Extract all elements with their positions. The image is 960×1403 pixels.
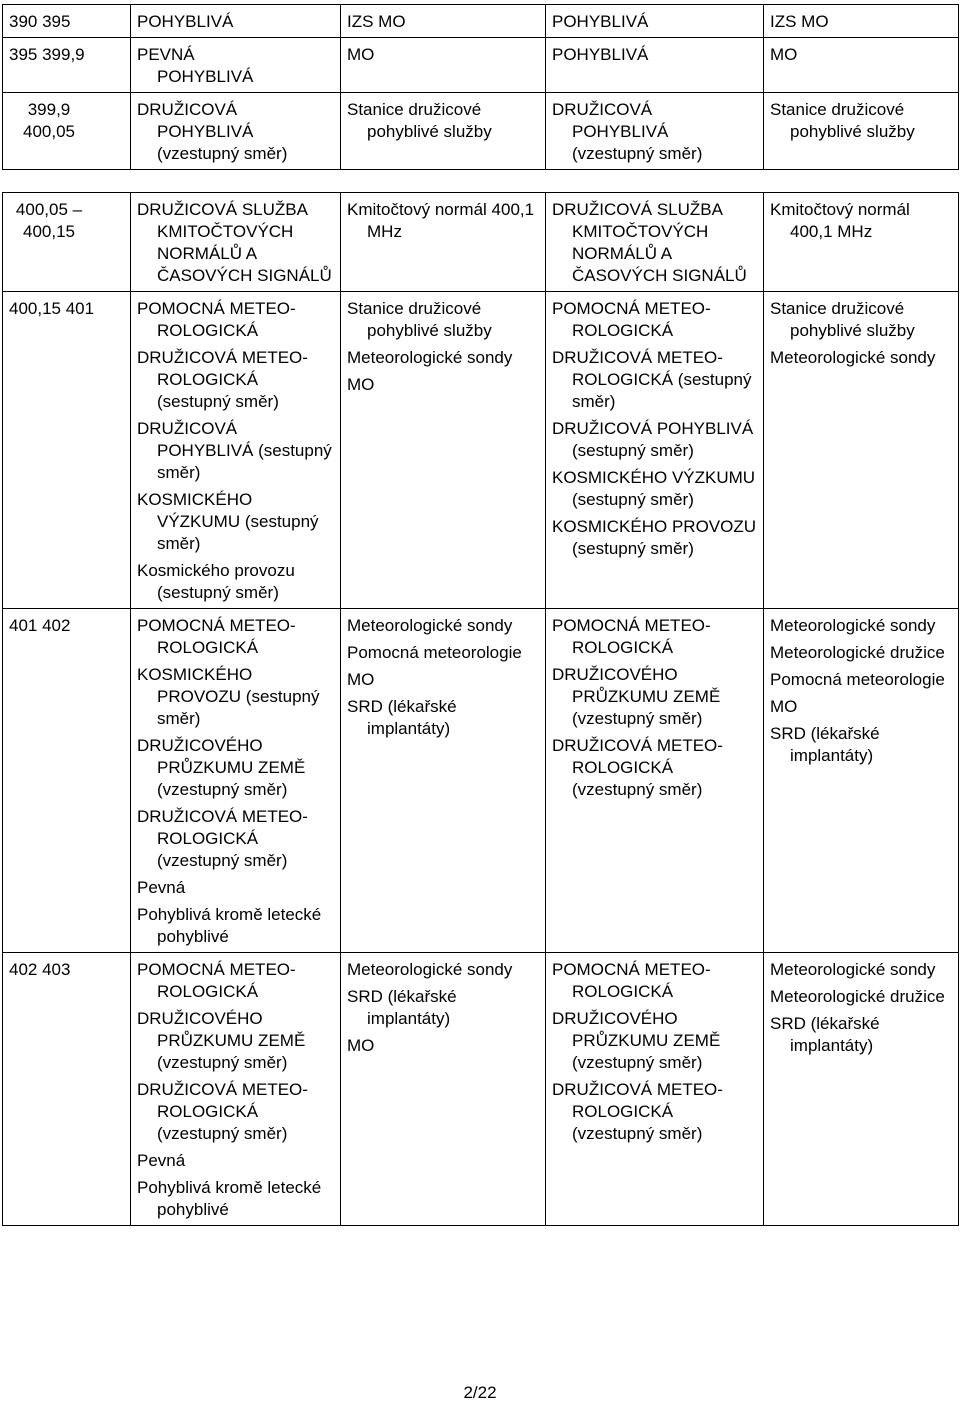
allocation-entry: Pohyblivá kromě letecké pohyblivé [137, 905, 322, 946]
frequency-range-cell [3, 292, 131, 609]
application-entry: Pomocná meteorologie [347, 643, 522, 662]
allocation-cell [546, 193, 764, 292]
application-entry: Meteorologické sondy [770, 960, 936, 979]
allocation-cell [131, 292, 341, 609]
frequency-range-cell [3, 953, 131, 1226]
allocation-entry: KOSMICKÉHO VÝZKUMU (sestupný směr) [137, 490, 319, 553]
allocation-entry: KOSMICKÉHO VÝZKUMU (sestupný směr) [552, 468, 756, 509]
application-cell [341, 93, 546, 170]
application-entry: Meteorologické družice [770, 987, 945, 1006]
table-row [3, 609, 959, 953]
application-entry: IZS MO [770, 12, 829, 31]
frequency-range-cell [3, 38, 131, 93]
application-entry: Kmitočtový normál 400,1 MHz [770, 200, 910, 241]
allocation-cell [546, 5, 764, 38]
application-entry: SRD (lékařské implantáty) [770, 724, 880, 765]
allocation-entry: DRUŽICOVÁ METEO-ROLOGICKÁ (vzestupný směr) [552, 1080, 723, 1143]
allocation-entry: DRUŽICOVÁ SLUŽBA KMITOČTOVÝCH NORMÁLŮ A ČASOVÝCH SIGNÁLŮ [552, 200, 747, 285]
allocation-entry: POHYBLIVÁ [137, 12, 234, 31]
application-entry: MO [347, 670, 375, 689]
allocation-entry: DRUŽICOVÁ SLUŽBA KMITOČTOVÝCH NORMÁLŮ A ČASOVÝCH SIGNÁLŮ [137, 200, 332, 285]
allocation-entry: Pevná [137, 1151, 186, 1170]
application-entry: Meteorologické sondy [347, 960, 513, 979]
application-entry: Kmitočtový normál 400,1 MHz [347, 200, 535, 241]
application-entry: Meteorologické sondy [347, 348, 513, 367]
application-entry: Meteorologické sondy [347, 616, 513, 635]
application-entry: Stanice družicové pohyblivé služby [770, 100, 915, 141]
application-cell [341, 292, 546, 609]
allocation-entry: DRUŽICOVÁ METEO-ROLOGICKÁ (vzestupný směr) [137, 807, 308, 870]
table-row [3, 93, 959, 170]
application-entry: Pomocná meteorologie [770, 670, 945, 689]
allocation-cell [131, 5, 341, 38]
allocation-cell [546, 93, 764, 170]
page-number: 2/22 [463, 1383, 497, 1402]
application-cell [764, 193, 959, 292]
allocation-cell [131, 193, 341, 292]
allocation-entry: Kosmického provozu (sestupný směr) [137, 561, 295, 602]
allocation-entry: POMOCNÁ METEO-ROLOGICKÁ [552, 299, 711, 340]
application-cell [764, 292, 959, 609]
allocation-entry: DRUŽICOVÁ METEO-ROLOGICKÁ (vzestupný směr) [137, 1080, 308, 1143]
allocation-entry: POMOCNÁ METEO-ROLOGICKÁ [552, 960, 711, 1001]
frequency-range-cell [3, 5, 131, 38]
frequency-range: 399,9 400,05 [23, 100, 75, 141]
frequency-range: 402 403 [9, 960, 71, 979]
allocation-entry: DRUŽICOVÉHO PRŮZKUMU ZEMĚ (vzestupný směr) [137, 1009, 306, 1072]
application-entry: Stanice družicové pohyblivé služby [770, 299, 915, 340]
application-entry: Meteorologické sondy [770, 616, 936, 635]
application-entry: Stanice družicové pohyblivé služby [347, 100, 492, 141]
table-row [3, 193, 959, 292]
allocation-entry: DRUŽICOVÁ POHYBLIVÁ (sestupný směr) [552, 419, 754, 460]
frequency-range: 400,05 – 400,15 [15, 200, 83, 241]
table-row [3, 292, 959, 609]
allocation-entry: KOSMICKÉHO PROVOZU (sestupný směr) [137, 665, 320, 728]
application-cell [764, 38, 959, 93]
frequency-range: 390 395 [9, 12, 71, 31]
application-entry: Meteorologické sondy [770, 348, 936, 367]
application-entry: SRD (lékařské implantáty) [347, 987, 457, 1028]
allocation-cell [131, 953, 341, 1226]
application-cell [764, 93, 959, 170]
allocation-entry: DRUŽICOVÁ POHYBLIVÁ (sestupný směr) [137, 419, 332, 482]
application-entry: SRD (lékařské implantáty) [347, 697, 457, 738]
allocation-entry: DRUŽICOVÁ POHYBLIVÁ (vzestupný směr) [137, 100, 288, 163]
allocation-entry: DRUŽICOVÁ POHYBLIVÁ (vzestupný směr) [552, 100, 703, 163]
application-entry: MO [347, 375, 375, 394]
application-entry: MO [347, 45, 375, 64]
allocation-entry: PEVNÁ POHYBLIVÁ [137, 45, 254, 86]
application-entry: MO [770, 697, 798, 716]
allocation-entry: POMOCNÁ METEO-ROLOGICKÁ [137, 299, 296, 340]
allocation-cell [131, 93, 341, 170]
allocation-table [2, 4, 959, 1226]
application-entry: IZS MO [347, 12, 406, 31]
allocation-cell [546, 38, 764, 93]
application-entry: MO [770, 45, 798, 64]
allocation-cell [546, 953, 764, 1226]
frequency-range-cell [3, 609, 131, 953]
allocation-entry: POHYBLIVÁ [552, 45, 649, 64]
application-entry: MO [347, 1036, 375, 1055]
table-row [3, 953, 959, 1226]
allocation-entry: POMOCNÁ METEO-ROLOGICKÁ [552, 616, 711, 657]
application-cell [341, 609, 546, 953]
frequency-range: 400,15 401 [9, 299, 95, 318]
table-row [3, 5, 959, 38]
application-entry: Meteorologické družice [770, 643, 945, 662]
allocation-entry: DRUŽICOVÁ METEO-ROLOGICKÁ (sestupný směr) [137, 348, 308, 411]
allocation-entry: POMOCNÁ METEO-ROLOGICKÁ [137, 960, 296, 1001]
allocation-entry: Pohyblivá kromě letecké pohyblivé [137, 1178, 322, 1219]
allocation-entry: DRUŽICOVÉHO PRŮZKUMU ZEMĚ (vzestupný směr) [552, 1009, 721, 1072]
allocation-cell [131, 609, 341, 953]
application-cell [764, 609, 959, 953]
application-cell [341, 38, 546, 93]
application-cell [341, 5, 546, 38]
frequency-range-cell [3, 93, 131, 170]
allocation-entry: POHYBLIVÁ [552, 12, 649, 31]
allocation-entry: DRUŽICOVÉHO PRŮZKUMU ZEMĚ (vzestupný směr) [137, 736, 306, 799]
table-row [3, 38, 959, 93]
allocation-cell [546, 292, 764, 609]
allocation-entry: Pevná [137, 878, 186, 897]
allocation-cell [546, 609, 764, 953]
application-cell [764, 953, 959, 1226]
allocation-entry: KOSMICKÉHO PROVOZU (sestupný směr) [552, 517, 757, 558]
application-entry: Stanice družicové pohyblivé služby [347, 299, 492, 340]
application-entry: SRD (lékařské implantáty) [770, 1014, 880, 1055]
frequency-range: 401 402 [9, 616, 71, 635]
allocation-entry: DRUŽICOVÉHO PRŮZKUMU ZEMĚ (vzestupný směr) [552, 665, 721, 728]
application-cell [341, 953, 546, 1226]
application-cell [764, 5, 959, 38]
allocation-entry: DRUŽICOVÁ METEO-ROLOGICKÁ (vzestupný směr) [552, 736, 723, 799]
allocation-cell [131, 38, 341, 93]
allocation-entry: POMOCNÁ METEO-ROLOGICKÁ [137, 616, 296, 657]
application-cell [341, 193, 546, 292]
frequency-range: 395 399,9 [9, 45, 85, 64]
allocation-entry: DRUŽICOVÁ METEO-ROLOGICKÁ (sestupný směr) [552, 348, 752, 411]
frequency-range-cell [3, 193, 131, 292]
table-gap-row [3, 170, 959, 193]
